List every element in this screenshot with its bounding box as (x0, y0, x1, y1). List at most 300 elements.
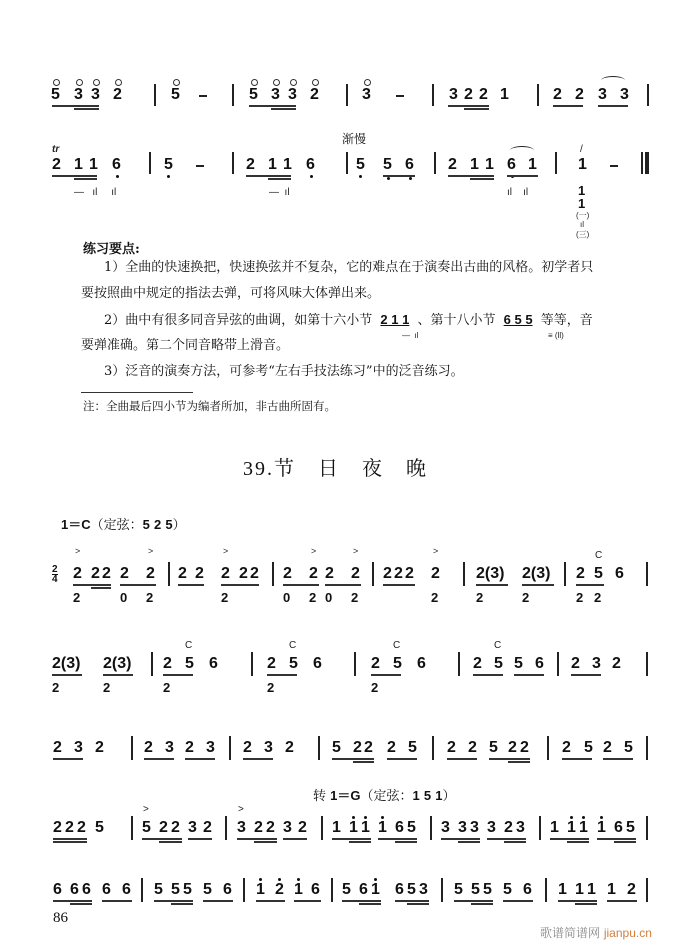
chord-note: 1 (578, 183, 586, 198)
underline (395, 841, 417, 843)
note: 2 (73, 590, 81, 605)
underline (558, 900, 597, 902)
chord-mark: C (185, 640, 193, 651)
note: 2 (522, 590, 530, 605)
barline (441, 878, 443, 902)
underline (464, 108, 489, 110)
note: 2 (562, 739, 571, 756)
note: 2 (431, 565, 440, 582)
time-top: 2 (52, 564, 58, 575)
underline (185, 758, 215, 760)
time-bottom: 4 (52, 574, 58, 585)
underline (448, 105, 489, 107)
note: 2 (53, 819, 62, 836)
note: 5 (342, 881, 351, 898)
note: 2 (405, 565, 414, 582)
note: 1 (597, 819, 606, 836)
tuning-label: （定弦： (360, 789, 413, 804)
underline (142, 838, 182, 840)
barline (229, 736, 231, 760)
underline (371, 674, 401, 676)
harmonic-circle-icon (76, 79, 83, 86)
note: 1 (528, 156, 537, 173)
note: 2 (103, 680, 111, 695)
sustain-dash (199, 95, 207, 97)
underline (454, 900, 493, 902)
note: 2 (504, 819, 513, 836)
accent-mark: > (433, 546, 439, 556)
note: 3 (74, 86, 83, 103)
barline (547, 736, 549, 760)
note: 5 (514, 655, 523, 672)
barline (555, 152, 557, 174)
note: 2 (267, 655, 276, 672)
note: 3 (592, 655, 601, 672)
note: 1 (575, 881, 584, 898)
note: 5 (356, 156, 365, 173)
piece-title (243, 452, 428, 481)
title-char: 夜 (362, 456, 384, 480)
fingering-mark: — ıl ıl (74, 187, 117, 198)
note: 1 (578, 156, 587, 173)
underline (254, 841, 277, 843)
note: 2 (246, 156, 255, 173)
barline (430, 816, 432, 840)
underline (243, 758, 273, 760)
note: 3 (165, 739, 174, 756)
underline (597, 838, 636, 840)
barline (251, 652, 253, 676)
barline (141, 878, 143, 902)
key: 1＝C (61, 517, 91, 532)
high-octave-dot (352, 816, 355, 819)
underline (342, 900, 381, 902)
tuning-note: 2 (154, 517, 162, 532)
tuning-close: ） (442, 789, 456, 804)
note: 2 (159, 819, 168, 836)
note: 2 (431, 590, 439, 605)
high-octave-dot (600, 816, 603, 819)
accent-mark: > (148, 546, 154, 556)
practice-tips-heading: 练习要点: (83, 242, 140, 257)
final-barline-thick (645, 152, 649, 174)
barline (243, 878, 245, 902)
underline (163, 674, 193, 676)
note: 5 (142, 819, 151, 836)
score-row-1 (0, 540, 690, 620)
note: 1 (256, 881, 265, 898)
note: 5 (483, 881, 492, 898)
note: 3 (206, 739, 215, 756)
underline (448, 175, 494, 177)
high-octave-dot (582, 816, 585, 819)
underline (571, 674, 601, 676)
note: 1 (283, 156, 292, 173)
underline (271, 108, 296, 110)
note: 2 (163, 680, 171, 695)
note: 2 (576, 590, 584, 605)
tuning-note: 5 (165, 517, 173, 532)
note: 6 (53, 881, 62, 898)
note: 5 (249, 86, 258, 103)
underline (476, 584, 508, 586)
note: 1 (268, 156, 277, 173)
note: 5 (164, 156, 173, 173)
barline (168, 562, 170, 586)
note: 2 (91, 565, 100, 582)
fingering-mark: ıl ıl (507, 187, 529, 198)
note: 2 (95, 739, 104, 756)
note: 3 (458, 819, 467, 836)
underline (283, 838, 307, 840)
tip-2-line-2: 要弹准确。第二个同音略带上滑音。 (81, 338, 290, 353)
barline (331, 878, 333, 902)
accent-mark: > (238, 804, 244, 815)
note: 5 (454, 881, 463, 898)
note: 2 (178, 565, 187, 582)
page-number: 86 (53, 910, 68, 926)
harmonic-circle-icon (173, 79, 180, 86)
underline (458, 841, 480, 843)
note: 1 (567, 819, 576, 836)
note: 2(3) (103, 655, 132, 672)
fingering-mark: ≡ (ll) (548, 331, 564, 340)
note: 6 (209, 655, 218, 672)
note: 1 (361, 819, 370, 836)
tuning-note: 5 (423, 788, 432, 803)
note: 2 (309, 590, 317, 605)
note: 2 (146, 590, 154, 605)
slide-mark: / (580, 144, 583, 155)
note: 5 (503, 881, 512, 898)
slur-arc (510, 146, 534, 155)
accent-mark: > (353, 546, 359, 556)
note: 1 (485, 156, 494, 173)
harmonic-circle-icon (93, 79, 100, 86)
high-octave-dot (259, 878, 262, 881)
chord-mark: C (595, 550, 603, 561)
underline (359, 903, 381, 905)
note: 2 (351, 565, 360, 582)
note: 5 (171, 86, 180, 103)
underline (514, 674, 544, 676)
title-char: 日 (318, 456, 340, 480)
note: 2 (627, 881, 636, 898)
note: 2 (553, 86, 562, 103)
chord-note: 1 (578, 196, 586, 211)
accent-mark: > (75, 546, 81, 556)
title-char: 节 (274, 456, 296, 480)
note: 2 (65, 819, 74, 836)
fingering-mark: ıl (580, 220, 584, 229)
note: 1 (74, 156, 83, 173)
note: 3 (283, 819, 292, 836)
high-octave-dot (364, 816, 367, 819)
tip-1-line-1: 1）全曲的快速换把，快速换弦并不复杂，它的难点在于演奏出古曲的风格。初学者只 (104, 260, 594, 275)
barline (646, 562, 648, 586)
note: 6 (311, 881, 320, 898)
tip-3-line-1: 3）泛音的演奏方法，可参考“左右手技法练习”中的泛音练习。 (104, 364, 464, 379)
footnote-divider (81, 392, 193, 393)
underline (441, 838, 480, 840)
underline (325, 584, 361, 586)
underline (567, 841, 589, 843)
note: 6 (306, 156, 315, 173)
tip-2-text-b: 、第十八小节 (417, 313, 496, 328)
note: 6 (615, 565, 624, 582)
underline (407, 903, 429, 905)
barline (149, 152, 151, 174)
sustain-dash (396, 95, 404, 97)
underline (221, 584, 259, 586)
note: 3 (237, 819, 246, 836)
slur-arc (601, 76, 625, 85)
tuning-note: 1 (412, 788, 420, 803)
barline (346, 152, 348, 174)
chord-mark: C (494, 640, 502, 651)
barline (545, 878, 547, 902)
note: 6 (614, 819, 623, 836)
barline (557, 652, 559, 676)
low-octave-dot (387, 177, 390, 180)
score-row-2 (0, 630, 690, 710)
note: 1 (587, 881, 596, 898)
note: 2 (120, 565, 129, 582)
underline (52, 674, 82, 676)
low-octave-dot (167, 175, 170, 178)
note: 5 (154, 881, 163, 898)
note: 2 (520, 739, 529, 756)
note: 2 (325, 565, 334, 582)
note: 5 (393, 655, 402, 672)
note: 5 (185, 655, 194, 672)
note: 6 (359, 881, 368, 898)
tip-2-line-1 (104, 307, 593, 334)
note: 6 (122, 881, 131, 898)
note: 2 (473, 655, 482, 672)
barline (564, 562, 566, 586)
high-octave-dot (297, 878, 300, 881)
final-barline-thin (641, 152, 643, 174)
note: 5 (594, 565, 603, 582)
note: 2 (285, 739, 294, 756)
note: 2 (221, 565, 230, 582)
note: 2 (146, 565, 155, 582)
harmonic-circle-icon (290, 79, 297, 86)
note: 2 (298, 819, 307, 836)
underline (504, 841, 526, 843)
barline (646, 736, 648, 760)
sustain-dash (610, 165, 618, 167)
note: 6 (417, 655, 426, 672)
tuning-label: （定弦： (90, 518, 143, 533)
high-octave-dot (278, 878, 281, 881)
barline (646, 878, 648, 902)
watermark-en: jianpu.cn (603, 926, 652, 940)
barline (647, 84, 649, 106)
note: 3 (91, 86, 100, 103)
note: 2 (254, 819, 263, 836)
note: 2 (163, 655, 172, 672)
underline (349, 841, 371, 843)
underline (53, 758, 83, 760)
note: 2 (102, 565, 111, 582)
note: 2 (239, 565, 248, 582)
note: 3 (441, 819, 450, 836)
note: 2 (195, 565, 204, 582)
tuning-note: 5 (142, 517, 150, 532)
note: 2 (53, 739, 62, 756)
note: 2 (309, 565, 318, 582)
trill-marking: tr (52, 144, 60, 155)
note: 2 (394, 565, 403, 582)
note: 5 (51, 86, 60, 103)
note: 1 (294, 881, 303, 898)
underline (489, 758, 530, 760)
barline (151, 652, 153, 676)
note: 2 (203, 819, 212, 836)
note: 5 (95, 819, 104, 836)
underline (154, 900, 193, 902)
harmonic-circle-icon (53, 79, 60, 86)
harmonic-circle-icon (251, 79, 258, 86)
note: 3 (470, 819, 479, 836)
note: 2 (612, 655, 621, 672)
chord-mark: C (289, 640, 297, 651)
string-label: (一) (576, 211, 590, 220)
underline (562, 758, 592, 760)
underline (471, 903, 493, 905)
note: 0 (325, 590, 333, 605)
underline (353, 761, 374, 763)
barline (432, 84, 434, 106)
note: 6 (70, 881, 79, 898)
note: 1 (550, 819, 559, 836)
underline (52, 105, 99, 107)
note: 2 (77, 819, 86, 836)
note: 2 (383, 565, 392, 582)
note: 5 (626, 819, 635, 836)
underline (52, 175, 97, 177)
note: 5 (203, 881, 212, 898)
watermark-cn: 歌谱简谱网 (540, 926, 601, 940)
underline (53, 900, 92, 902)
underline (256, 900, 285, 902)
barline (463, 562, 465, 586)
chord-mark: C (393, 640, 401, 651)
tuning-close: ） (172, 518, 186, 533)
note: 2 (479, 86, 488, 103)
note: 2 (447, 739, 456, 756)
high-octave-dot (374, 878, 377, 881)
barline (232, 152, 234, 174)
underline (237, 838, 277, 840)
note: 6 (223, 881, 232, 898)
note: 2(3) (476, 565, 505, 582)
modulation-prefix: 转 (313, 789, 327, 804)
note: 2 (185, 739, 194, 756)
note: 2 (113, 86, 122, 103)
note: 5 (171, 881, 180, 898)
top-score-row-1 (0, 60, 690, 140)
note: 2 (575, 86, 584, 103)
underline (383, 584, 415, 586)
fingering-mark: — ıl (269, 187, 290, 198)
tip-1-line-2: 要按照曲中规定的指法去弹，可将风味大体弹出来。 (81, 286, 381, 301)
note: 2 (387, 739, 396, 756)
underline (607, 900, 637, 902)
barline (318, 736, 320, 760)
underline (246, 175, 291, 177)
underline (332, 758, 374, 760)
note: 2 (221, 590, 229, 605)
note: 6 (395, 819, 404, 836)
note: 1 (500, 86, 509, 103)
note: 6 (395, 881, 404, 898)
underline (576, 584, 604, 586)
note: 3 (487, 819, 496, 836)
note: 6 (313, 655, 322, 672)
note: 2 (571, 655, 580, 672)
harmonic-circle-icon (115, 79, 122, 86)
note: 6 (535, 655, 544, 672)
high-octave-dot (570, 816, 573, 819)
note: 5 (407, 881, 416, 898)
note: 3 (362, 86, 371, 103)
underline (268, 178, 291, 180)
underline (470, 178, 494, 180)
note: 1 (332, 819, 341, 836)
note: 5 (624, 739, 633, 756)
note: 1 (378, 819, 387, 836)
tip-2-text-c: 等等，音 (540, 313, 593, 328)
piece-number: 39. (243, 458, 274, 480)
note: 5 (383, 156, 392, 173)
note: 2 (603, 739, 612, 756)
barline (232, 84, 234, 106)
note: 2 (171, 819, 180, 836)
note: 3 (620, 86, 629, 103)
barline (154, 84, 156, 106)
note: 2 (144, 739, 153, 756)
barline (225, 816, 227, 840)
accent-mark: > (311, 546, 317, 556)
underline (103, 674, 133, 676)
note: 6 (405, 156, 414, 173)
underline (473, 674, 503, 676)
tuning-note: 1 (435, 788, 443, 803)
note: 2(3) (52, 655, 81, 672)
note: 6 (82, 881, 91, 898)
inline-notation: 6 5 5 (503, 312, 533, 327)
note: 5 (471, 881, 480, 898)
low-octave-dot (409, 177, 412, 180)
note: 5 (183, 881, 192, 898)
underline (188, 838, 212, 840)
barline (434, 152, 436, 174)
barline (354, 652, 356, 676)
note: 2 (52, 156, 61, 173)
low-octave-dot (359, 175, 362, 178)
note: 2 (371, 680, 379, 695)
fingering-mark: — ıl (402, 331, 419, 340)
note: 5 (408, 739, 417, 756)
underline (102, 900, 132, 902)
note: 6 (112, 156, 121, 173)
key-signature (61, 514, 186, 533)
barline (131, 816, 133, 840)
barline (321, 816, 323, 840)
